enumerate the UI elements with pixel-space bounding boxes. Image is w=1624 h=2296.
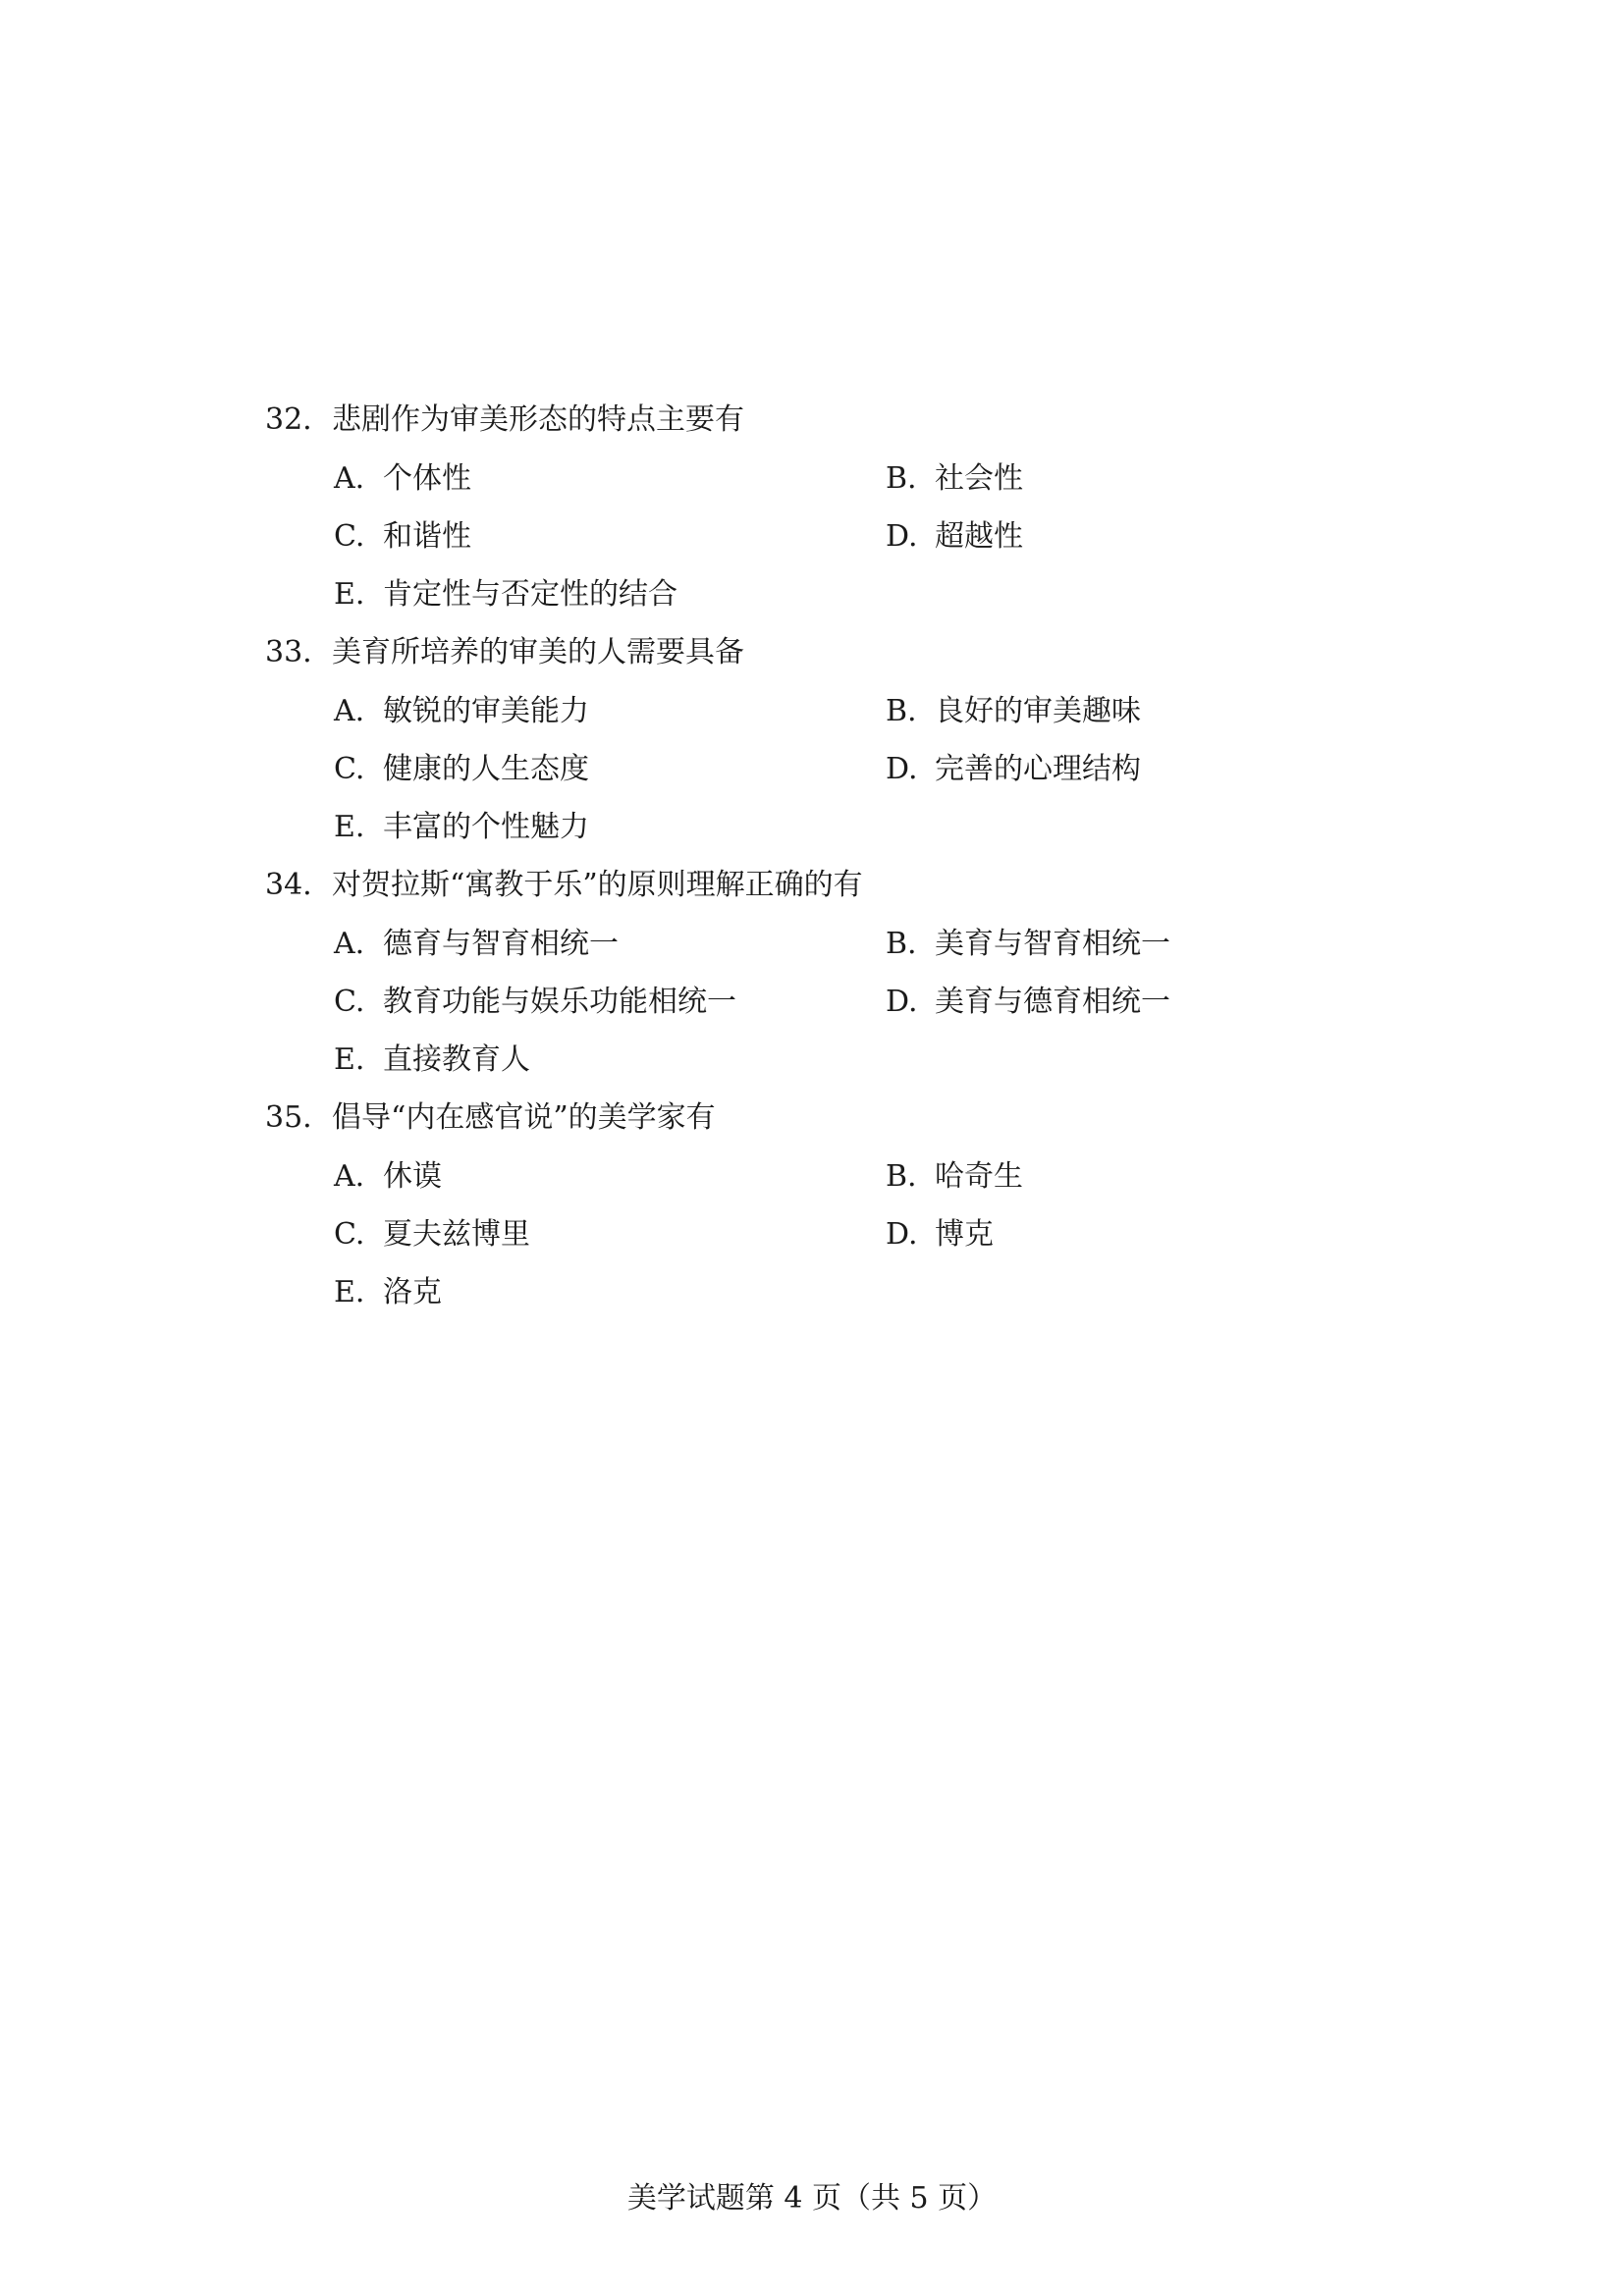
- option-list: [334, 450, 1247, 623]
- option-letter: B.: [886, 1159, 917, 1194]
- question-text: 美育所培养的审美的人需要具备: [332, 635, 744, 669]
- option-letter: D.: [886, 752, 918, 786]
- option-b: [886, 682, 1141, 740]
- question-list: [265, 391, 1247, 1321]
- option-a: [334, 450, 471, 507]
- option-letter: E.: [334, 810, 365, 844]
- option-b: [886, 915, 1170, 973]
- option-text: 教育功能与娱乐功能相统一: [383, 985, 736, 1019]
- option-text: 德育与智育相统一: [383, 927, 619, 961]
- option-d: [886, 740, 1141, 798]
- option-text: 完善的心理结构: [935, 752, 1141, 786]
- option-text: 直接教育人: [383, 1042, 530, 1077]
- question-35: [265, 1089, 1247, 1321]
- option-d: [886, 507, 1023, 565]
- question-number: 35.: [265, 1100, 312, 1135]
- option-letter: A.: [334, 1159, 365, 1194]
- option-text: 休谟: [383, 1159, 442, 1194]
- question-34: [265, 856, 1247, 1089]
- option-b: [886, 1148, 1023, 1205]
- option-text: 美育与智育相统一: [935, 927, 1170, 961]
- option-e: [334, 565, 677, 623]
- option-list: [334, 1148, 1247, 1321]
- option-letter: A.: [334, 927, 365, 961]
- option-letter: C.: [334, 519, 365, 554]
- question-text: 倡导“内在感官说”的美学家有: [332, 1100, 716, 1135]
- question-number: 34.: [265, 868, 312, 902]
- page-footer: 美学试题第 4 页（共 5 页）: [626, 2181, 998, 2216]
- option-c: [334, 973, 736, 1031]
- option-d: [886, 973, 1170, 1031]
- option-text: 社会性: [935, 461, 1023, 496]
- option-letter: B.: [886, 461, 917, 496]
- option-letter: D.: [886, 1217, 918, 1252]
- option-text: 敏锐的审美能力: [383, 694, 589, 728]
- question-text: 对贺拉斯“寓教于乐”的原则理解正确的有: [332, 868, 863, 902]
- option-text: 健康的人生态度: [383, 752, 589, 786]
- question-text: 悲剧作为审美形态的特点主要有: [332, 402, 744, 437]
- option-e: [334, 798, 589, 856]
- option-text: 个体性: [383, 461, 471, 496]
- option-text: 夏夫兹博里: [383, 1217, 530, 1252]
- option-text: 哈奇生: [935, 1159, 1023, 1194]
- option-letter: D.: [886, 985, 918, 1019]
- option-c: [334, 1205, 530, 1263]
- question-33: [265, 623, 1247, 856]
- option-a: [334, 915, 619, 973]
- option-list: [334, 682, 1247, 856]
- question-stem: [265, 856, 1247, 915]
- question-stem: [265, 391, 1247, 450]
- option-b: [886, 450, 1023, 507]
- option-letter: E.: [334, 1042, 365, 1077]
- option-text: 良好的审美趣味: [935, 694, 1141, 728]
- option-letter: C.: [334, 752, 365, 786]
- question-stem: [265, 623, 1247, 682]
- option-letter: B.: [886, 694, 917, 728]
- option-letter: C.: [334, 1217, 365, 1252]
- option-a: [334, 682, 589, 740]
- option-letter: A.: [334, 461, 365, 496]
- option-text: 博克: [935, 1217, 994, 1252]
- option-c: [334, 740, 589, 798]
- option-a: [334, 1148, 442, 1205]
- question-stem: [265, 1089, 1247, 1148]
- option-text: 肯定性与否定性的结合: [383, 577, 677, 612]
- option-text: 超越性: [935, 519, 1023, 554]
- option-letter: E.: [334, 1275, 365, 1309]
- question-number: 33.: [265, 635, 312, 669]
- option-e: [334, 1031, 530, 1089]
- option-text: 洛克: [383, 1275, 442, 1309]
- option-letter: B.: [886, 927, 917, 961]
- option-text: 和谐性: [383, 519, 471, 554]
- option-letter: A.: [334, 694, 365, 728]
- question-number: 32.: [265, 402, 312, 437]
- question-32: [265, 391, 1247, 623]
- option-text: 美育与德育相统一: [935, 985, 1170, 1019]
- option-letter: E.: [334, 577, 365, 612]
- option-letter: C.: [334, 985, 365, 1019]
- option-e: [334, 1263, 442, 1321]
- option-c: [334, 507, 471, 565]
- option-list: [334, 915, 1247, 1089]
- option-letter: D.: [886, 519, 918, 554]
- option-text: 丰富的个性魅力: [383, 810, 589, 844]
- option-d: [886, 1205, 994, 1263]
